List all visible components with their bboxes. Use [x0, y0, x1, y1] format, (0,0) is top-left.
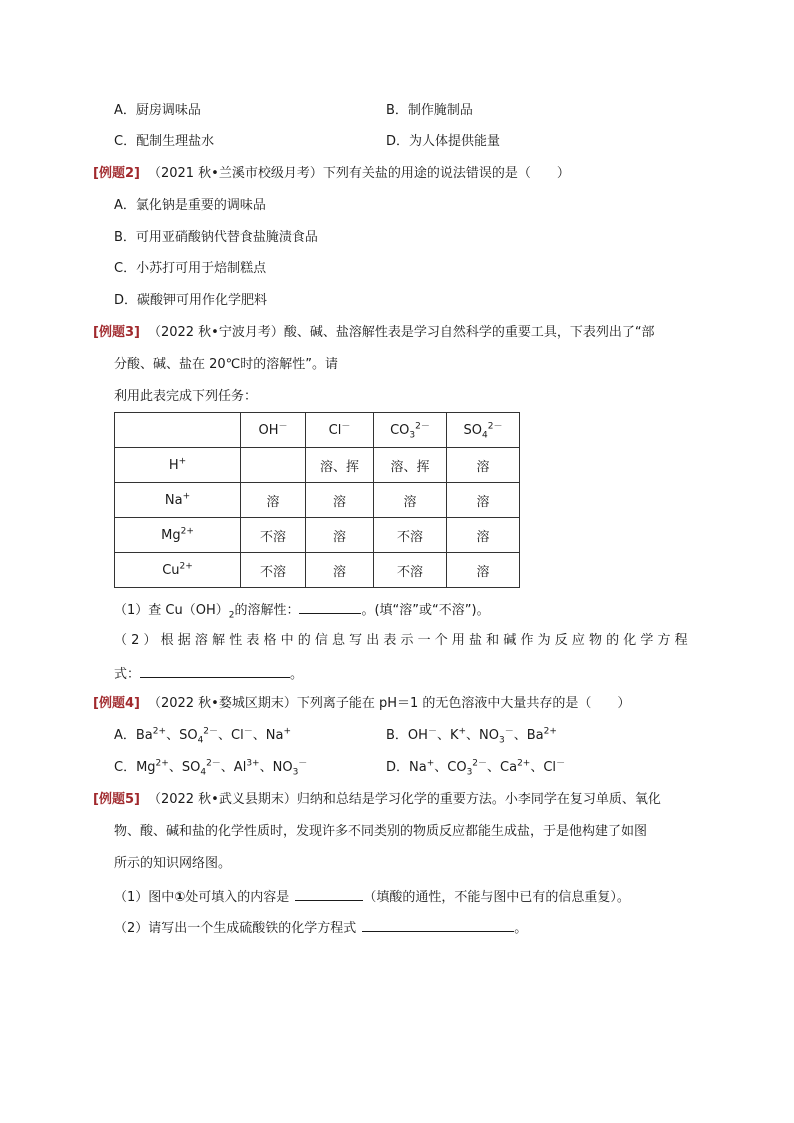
option-b: B．制作腌制品	[386, 103, 473, 118]
table-row	[115, 518, 520, 553]
table-row	[115, 448, 520, 483]
option-d: D．为人体提供能量	[386, 134, 501, 149]
example4-text: （2022 秋•婺城区期末）下列离子能在 pH＝1 的无色溶液中大量共存的是（ ）	[147, 696, 631, 711]
example2-text: （2021 秋•兰溪市校级月考）下列有关盐的用途的说法错误的是（ ）	[147, 166, 570, 181]
table-cell: 不溶	[241, 518, 306, 553]
table-header-row	[115, 413, 520, 448]
example3-question-1: （1）查 $Cu(OH)_2$的溶解性： 。(填“溶”或“不溶”)。	[114, 600, 490, 620]
table-cell: 不溶	[374, 553, 447, 588]
example4-option-a: A．$Ba^{2+}$、$SO_4^{2-}$、Cl－、Na+	[114, 726, 291, 746]
header-cl: Cl－	[306, 413, 374, 448]
example4-tag: [例题4]	[93, 696, 140, 711]
table-cell: 不溶	[374, 518, 447, 553]
example3-question-2-cont: 式： 。	[114, 664, 303, 684]
table-cell	[241, 448, 306, 483]
example2-option-a: A．氯化钠是重要的调味品	[114, 198, 266, 213]
table-cell: 溶、挥	[374, 448, 447, 483]
table-cell: 溶	[447, 483, 520, 518]
table-cell: 溶	[447, 448, 520, 483]
row-ion-mg: $Mg^{2+}$	[115, 518, 241, 553]
example4-stem	[93, 695, 630, 713]
example2-option-d: D．碳酸钾可用作化学肥料	[114, 293, 268, 308]
example4-option-d: D．Na+、$CO_3^{2-}$、$Ca^{2+}$、Cl－	[386, 758, 566, 778]
table-row	[115, 553, 520, 588]
answer-blank[interactable]	[299, 600, 361, 614]
table-cell: 溶	[306, 518, 374, 553]
example3-text-1: （2022 秋•宁波月考）酸、碱、盐溶解性表是学习自然科学的重要工具，下表列出了“部	[147, 325, 655, 340]
example4-option-c: C．$Mg^{2+}$、$SO_4^{2-}$、$Al^{3+}$、$NO_3^-$	[114, 758, 308, 778]
example5-stem	[93, 791, 661, 809]
example3-tag: [例题3]	[93, 325, 140, 340]
answer-blank[interactable]	[295, 887, 363, 901]
answer-blank[interactable]	[362, 918, 514, 932]
table-cell: 溶	[306, 553, 374, 588]
solubility-table	[114, 412, 520, 588]
example5-question-1: （1）图中①处可填入的内容是 （填酸的通性，不能与图中已有的信息重复）。	[114, 887, 630, 907]
table-cell: 溶、挥	[306, 448, 374, 483]
example3-question-2: （ 2 ） 根 据 溶 解 性 表 格 中 的 信 息 写 出 表 示 一 个 用 盐 和 碱 作 为 反 应 物 的 化 学 方 程	[114, 633, 688, 648]
example3-text-3: 利用此表完成下列任务：	[114, 389, 258, 404]
example5-text-2: 物、酸、碱和盐的化学性质时，发现许多不同类别的物质反应都能生成盐，于是他构建了如图	[114, 824, 648, 839]
answer-blank[interactable]	[140, 664, 290, 678]
example3-stem	[93, 324, 655, 342]
table-corner-cell	[115, 413, 241, 448]
header-so4: $SO_4^{2-}$	[447, 413, 520, 448]
example2-option-b: B．可用亚硝酸钠代替食盐腌渍食品	[114, 230, 318, 245]
example4-option-b: B．OH－、K+、$NO_3^-$、$Ba^{2+}$	[386, 726, 557, 746]
example5-tag: [例题5]	[93, 792, 140, 807]
example2-stem	[93, 165, 570, 183]
table-cell: 溶	[374, 483, 447, 518]
example5-question-2: （2）请写出一个生成硫酸铁的化学方程式 。	[114, 918, 527, 938]
header-oh: OH－	[241, 413, 306, 448]
example5-text-1: （2022 秋•武义县期末）归纳和总结是学习化学的重要方法。小李同学在复习单质、氧化	[147, 792, 661, 807]
table-row	[115, 483, 520, 518]
option-a: A．厨房调味品	[114, 103, 201, 118]
example3-text-2: 分酸、碱、盐在 20℃时的溶解性”。请	[114, 357, 339, 372]
circled-one-marker: ①	[174, 890, 186, 905]
table-cell: 不溶	[241, 553, 306, 588]
row-ion-na: Na+	[115, 483, 241, 518]
row-ion-h: H+	[115, 448, 241, 483]
table-cell: 溶	[447, 553, 520, 588]
header-co3: $CO_3^{2-}$	[374, 413, 447, 448]
table-cell: 溶	[241, 483, 306, 518]
option-c: C．配制生理盐水	[114, 134, 215, 149]
table-cell: 溶	[306, 483, 374, 518]
example5-text-3: 所示的知识网络图。	[114, 856, 232, 871]
example2-option-c: C．小苏打可用于焙制糕点	[114, 261, 267, 276]
example2-tag: [例题2]	[93, 166, 140, 181]
table-cell: 溶	[447, 518, 520, 553]
row-ion-cu: $Cu^{2+}$	[115, 553, 241, 588]
